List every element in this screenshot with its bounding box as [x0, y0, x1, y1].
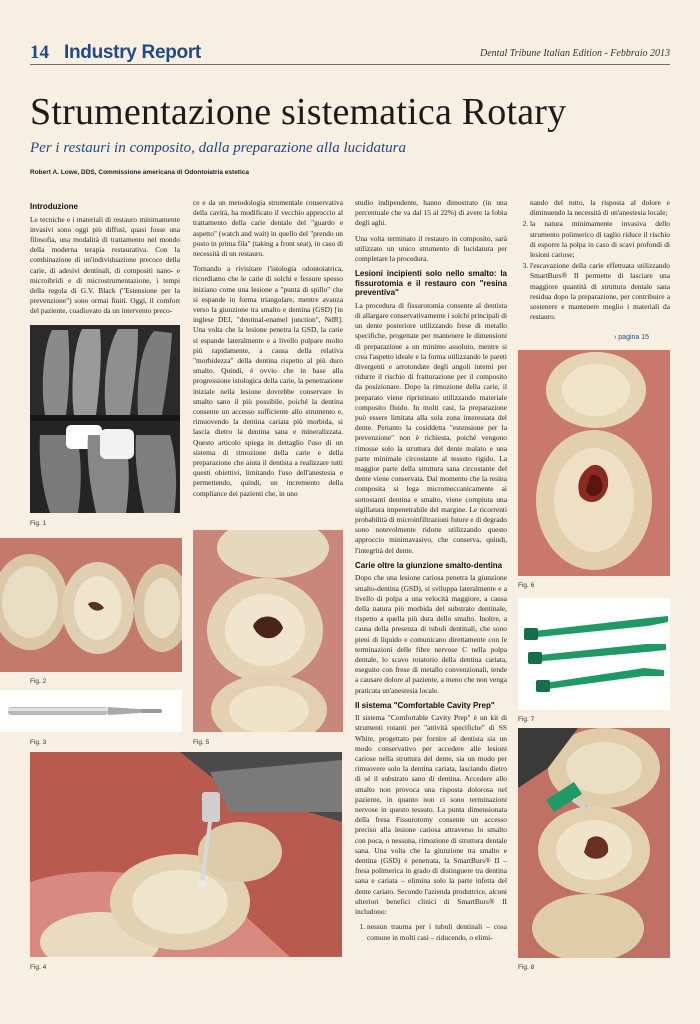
figure-4-caption: Fig. 4 [30, 964, 47, 971]
figure-6-tooth-photo [518, 350, 670, 576]
col3-intro-1: studio indipendente, hanno dimostrato (in una percentuale che va dal 15 al 22%) di avere la fobia degli aghi. [355, 198, 507, 228]
figure-7-instruments-photo [518, 598, 670, 710]
figure-2-tooth-photo [0, 538, 182, 672]
figure-3-bur-photo [0, 690, 182, 732]
column-2 [193, 198, 343, 518]
column-4 [518, 198, 670, 328]
figure-4-clinical-photo [30, 752, 342, 957]
figure-1-xray [30, 325, 180, 513]
benefit-list-item-1-cont: nando del tutto, la risposta al dolore e diminuendo la necessità di un'anestesia locale; [530, 198, 670, 218]
page-header [30, 42, 670, 65]
column-1 [30, 198, 180, 318]
figure-8-clinical-photo [518, 728, 670, 958]
intro-heading: Introduzione [30, 202, 78, 211]
section-text-system: Il sistema "Comfortable Cavity Prep" è un kit di strumenti rotanti per "attività specifiche" di SS White, progettato per fornire al dentista sia un modo conservativo per accedere alle lesioni cariose nella struttura del dente, sia un modo per rimuovere solo la dentina cariata, lasciando dietro di sé il substrato sano di dentina. Accedere allo smalto non provoca una risposta dolorosa nel paziente, in quanto non ci sono terminazioni nervose in questo tessuto. La punta dimensionata della fresa Fissurotomy consente un accesso preciso alla lesione cariosa attraverso lo smalto con poca, o nessuna, rimozione di struttura dentale sana. Una volta che la giunzione tra smalto e dentina (GSD) è penetrata, la SmartBurs® II – fresa polimerica in grado di distinguere tra dentina sana e cariata – elimina solo la parte infetta del dente cariato. Secondo l'azienda produttrice, alcuni ulteriori benefici clinici di SmartBurs® II includono: [355, 713, 507, 917]
article-subtitle: Per i restauri in composito, dalla preparazione alla lucidatura [30, 140, 406, 156]
page-number: 14 [30, 42, 49, 63]
column-3 [355, 198, 507, 978]
figure-1-caption: Fig. 1 [30, 520, 47, 527]
figure-5-tooth-photo [193, 530, 343, 732]
benefit-list-item-3: 3. l'escavazione della carie effettuata utilizzando SmartBurs® II permette di lasciare una maggiore quantità di struttura dentale sana residua dopo la preparazione, per contribuire a sostenere e mantenere meglio i materiali da restauro. [530, 261, 670, 322]
figure-7-caption: Fig. 7 [518, 716, 535, 723]
article-title: Strumentazione sistematica Rotary [30, 91, 567, 133]
figure-3-caption: Fig. 3 [30, 739, 47, 746]
figure-6-caption: Fig. 6 [518, 582, 535, 589]
col2-paragraph-1: ce e da un metodologia strumentale conservativa della cavità, ha modificato il vecchio approccio al trattamento della carie dentale del "guardo e aspetto" (watch and wait) in quello del "prendo un posto in prima fila" (taking a front seat), in caso di necessità di un restauro. [193, 198, 343, 259]
section-text-fissurotomy: La procedura di fissurotomia consente al dentista di allargare conservativamente i solchi principali di un dente posteriore utilizzando frese di metallo specifiche, progettate per mantenere le dimensioni di preparazione a un minimo assoluto, mentre si crea l'aspetto ideale e la forma utilizzando le pareti divergenti e arrotondate degli angoli interni per ridurre il rischio di fratturazione per il composito da posizionare. Dopo la rimozione della carie, il preparato viene ripristinato utilizzando materiale composito fluido. In molti casi, la preparazione può essere limitata alla sola zona interessata del dente. Pertanto la cosiddetta "estensione per la prevenzione" non è richiesta, poiché vengono rimosse solo la struttura del dente malato e una parte minimale circostante al tessuto rigido. La maggior parte della struttura sana circostante del dente viene conservata. Dal momento che la resina composita si lega micromeccanicamente ai sottostanti dentina e smalto, viene compiuta una sigillatura impenetrabile del margine. Le ricorrenti probabilità di microinfiltrazioni future e di degrado sono notevolmente ridotte utilizzando questo approccio minimavasivo, che conserva, quindi, l'integrità del dente. [355, 300, 507, 555]
article-byline: Robert A. Lowe, DDS, Commissione americana di Odontoiatria estetica [30, 169, 250, 176]
section-text-dej: Dopo che una lesione cariosa penetra la giunzione smalto-dentina (GSD), si sviluppa lateralmente e a livello di polpa a una velocità maggiore, a causa della natura più morbida del substrato dentinale, rispetto a quella più dura dello smalto. Inoltre, a causa della presenza di tubuli dentinali, che sono pieni di liquido e comunicano direttamente con le terminazioni delle fibre nervose C nella polpa dentale, lo scavo rotatorio della dentina cariata, eseguito con frese di metallo convenzionali, tende a causare dolore al paziente, a meno che non venga praticata un'anestesia locale. [355, 573, 507, 695]
intro-paragraph: Le tecniche e i materiali di restauro minimamente invasivi sono oggi più diffusi, quasi fosse una filosofia, una modalità di trattamento nel mondo della moderna terapia restaurativa. Con la combinazione di un'individuazione precoce della carie, di adesivi dentinali, di compositi nano- e microibridi e di microstrumentazione, i tempi della regola di G.V. Black ("Estensione per la prevenzione") sono ormai finiti. Oggi, il comfort del paziente, coadiuvato da un intervento preco- [30, 214, 180, 316]
figure-8-caption: Fig. 8 [518, 964, 535, 971]
continue-link[interactable]: › pagina 15 [614, 334, 650, 341]
figure-2-caption: Fig. 2 [30, 678, 47, 685]
section-heading-fissurotomy: Lesioni incipienti solo nello smalto: la fissurotomia e il restauro con "resina preventiva" [355, 269, 507, 298]
col2-paragraph-2: Tornando a rivisitare l'istologia odontoiatrica, ricordiamo che le carie di solchi e fessure spesso iniziano come una lesione a "punta di spillo" che si espande in forma triangolare, mentre avanza verso la giunzione tra smalto e dentina (GSD) [in inglese DEJ, "dentinal-enamel junction", NdR]. Una volta che la lesione penetra la GSD, la carie si espande lateralmente e a livello pulpare molto più rapidamente, a causa della relativa "morbidezza" della dentina rispetto al più duro smalto. Quindi, è ovvio che in base alla progressione istologica della carie, la penetrazione iniziale nella lesione dovrebbe conservare lo smalto sano il più possibile, poiché la dentina consente un accesso sufficiente allo strumento e, rimuovendo la dentina cariata più morbida, si lascia dietro la dentina sana e mineralizzata. Questo articolo spiega in dettaglio l'uso di un sistema di rimozione della carie e della preparazione che aiuta il dentista a realizzare tutti questi obiettivi, limitando l'uso dell'anestesia e permettendo, quindi, un incremento della compliance dei pazienti che, in uno [193, 264, 343, 498]
edition-label: Dental Tribune Italian Edition - Febbraio 2013 [480, 48, 670, 59]
benefit-list-item-2: 2. la natura minimamente invasiva dello strumento polimerico di taglio riduce il rischio di esporre la polpa in caso di scavi profondi di lesioni cariose; [530, 219, 670, 260]
section-heading-dej: Carie oltre la giunzione smalto-dentina [355, 560, 503, 570]
section-heading-system: Il sistema "Comfortable Cavity Prep" [355, 700, 495, 710]
section-title: Industry Report [64, 42, 201, 63]
figure-5-caption: Fig. 5 [193, 739, 210, 746]
col3-intro-2: Una volta terminato il restauro in composito, sarà utilizzato un unico strumento di lucidatura per completare la procedura. [355, 233, 507, 264]
continue-link-label: pagina 15 [618, 334, 650, 341]
benefit-list-item-1: 1. nessun trauma per i tubuli dentinali – cosa comune in molti casi – riducendo, o elimi- [367, 922, 507, 942]
